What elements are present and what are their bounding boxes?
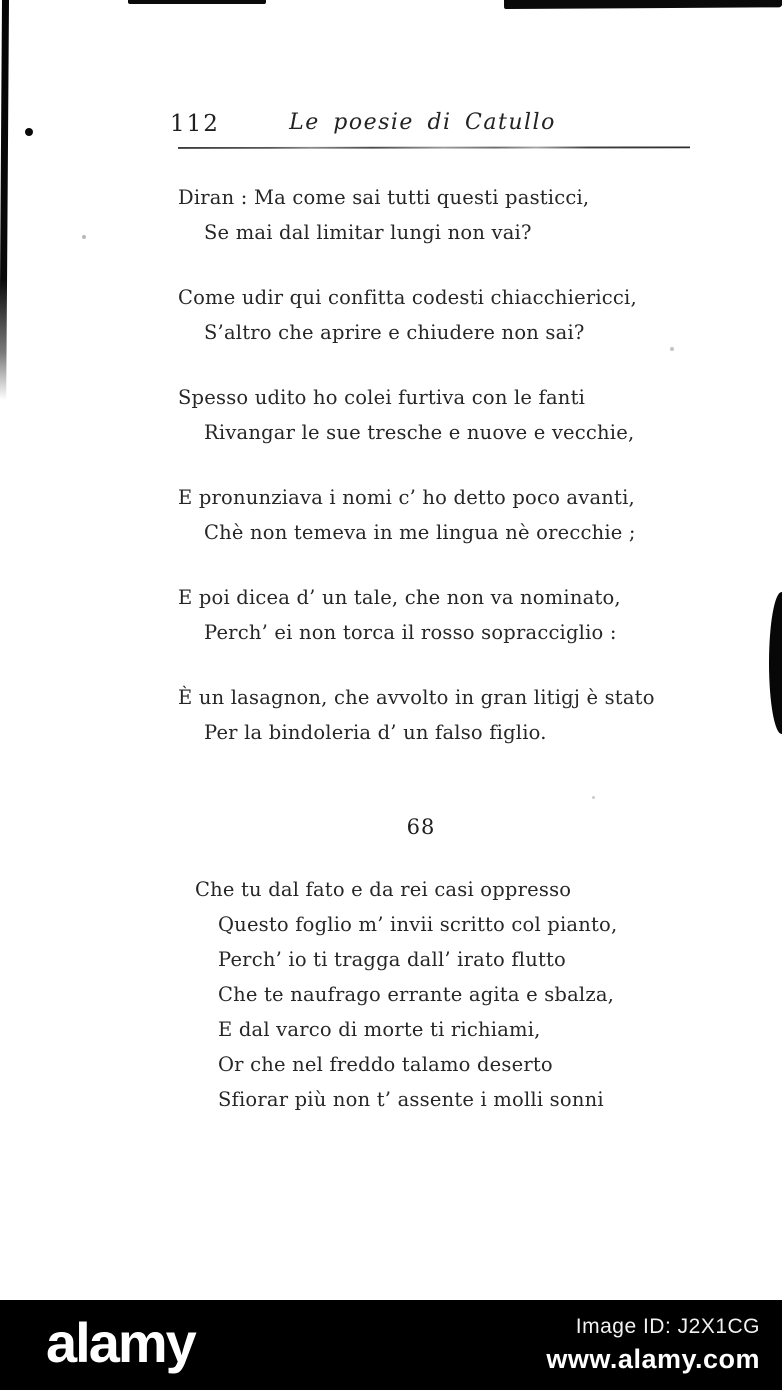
couplet <box>178 380 655 450</box>
verse-line: Or che nel freddo talamo deserto <box>218 1053 553 1076</box>
verse-line: E pronunziava i nomi c’ ho detto poco avanti, <box>178 486 635 509</box>
poem-stanza <box>195 872 617 1117</box>
verse-line: Come udir qui confitta codesti chiacchiericci, <box>178 286 637 309</box>
verse-line: Per la bindoleria d’ un falso figlio. <box>204 721 547 744</box>
poem-couplets <box>178 180 655 780</box>
verse-line: Rivangar le sue tresche e nuove e vecchie, <box>204 421 635 444</box>
verse-line: Diran : Ma come sai tutti questi pasticci, <box>178 186 590 209</box>
verse-line: E poi dicea d’ un tale, che non va nominato, <box>178 586 621 609</box>
verse-line: Spesso udito ho colei furtiva con le fanti <box>178 386 586 409</box>
scan-artifact-speck <box>670 347 674 351</box>
verse-line: Sfiorar più non t’ assente i molli sonni <box>218 1088 604 1111</box>
couplet <box>178 680 655 750</box>
verse-line: Che te naufrago errante agita e sbalza, <box>218 983 615 1006</box>
scan-artifact-left-edge-line <box>0 0 9 400</box>
verse-line: E dal varco di morte ti richiami, <box>218 1018 541 1041</box>
verse-line: Perch’ io ti tragga dall’ irato flutto <box>218 948 566 971</box>
scan-artifact-speck <box>592 796 595 799</box>
running-title: Le poesie di Catullo <box>289 110 556 135</box>
scan-artifact-speck <box>82 235 86 239</box>
watermark-bar <box>0 1300 782 1390</box>
verse-line: È un lasagnon, che avvolto in gran litigj è stato <box>178 686 655 709</box>
header-rule <box>178 146 690 149</box>
couplet <box>178 580 655 650</box>
couplet <box>178 280 655 350</box>
verse-line: Perch’ ei non torca il rosso sopracciglio : <box>204 621 617 644</box>
watermark-url: www.alamy.com <box>546 1344 760 1374</box>
scan-artifact-top-right-bar <box>504 0 782 9</box>
couplet <box>178 180 655 250</box>
scan-artifact-top-left-bar <box>128 0 266 4</box>
verse-line: Questo foglio m’ invii scritto col pianto, <box>218 913 618 936</box>
alamy-logo: alamy <box>46 1311 195 1374</box>
verse-line: Se mai dal limitar lungi non vai? <box>204 221 532 244</box>
page-number: 112 <box>170 111 220 137</box>
couplet <box>178 480 655 550</box>
watermark-image-id: Image ID: J2X1CG <box>575 1315 760 1338</box>
verse-line: Chè non temeva in me lingua nè orecchie ; <box>204 521 636 544</box>
scan-artifact-right-ink-blob <box>769 592 782 734</box>
verse-line: S’altro che aprire e chiudere non sai? <box>204 321 585 344</box>
poem-number: 68 <box>406 815 436 839</box>
verse-line: Che tu dal fato e da rei casi oppresso <box>195 878 572 901</box>
